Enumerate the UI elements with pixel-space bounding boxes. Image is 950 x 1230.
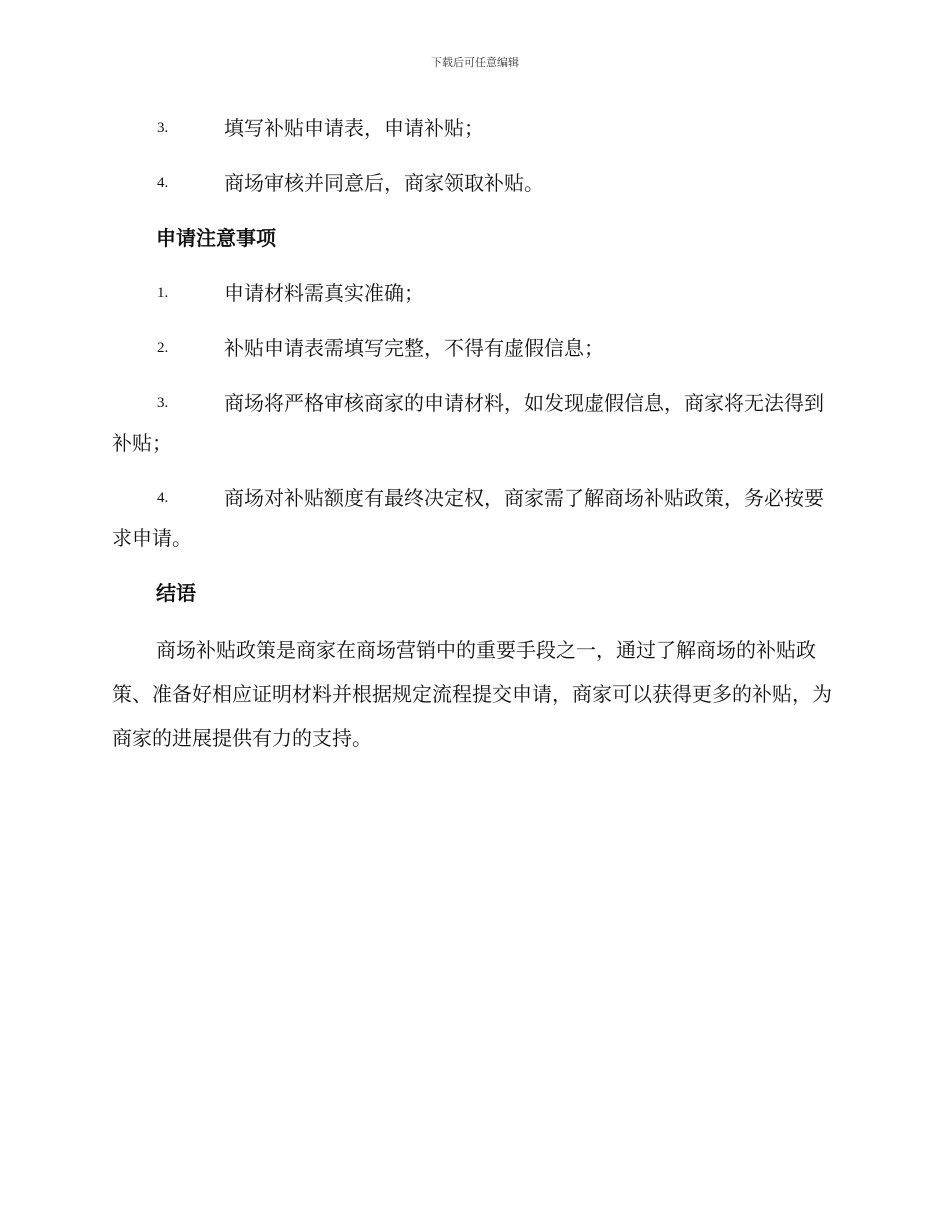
notice-text: 商场对补贴额度有最终决定权，商家需了解商场补贴政策，务必按要求申请。: [112, 486, 824, 550]
notice-item: [112, 383, 836, 463]
notice-item: [112, 478, 836, 558]
conclusion-paragraph: 商场补贴政策是商家在商场营销中的重要手段之一，通过了解商场的补贴政策、准备好相应证明材料并根据规定流程提交申请，商家可以获得更多的补贴，为商家的进展提供有力的支持。: [112, 638, 832, 750]
notice-text: 申请材料需真实准确；: [224, 281, 424, 305]
step-text: 商场审核并同意后，商家领取补贴。: [224, 171, 544, 195]
section-heading-conclusion: 结语: [156, 581, 196, 605]
notice-text: 补贴申请表需填写完整，不得有虚假信息；: [224, 336, 604, 360]
section-heading-notice: 申请注意事项: [156, 226, 276, 250]
step-item: [112, 163, 836, 203]
header-note: 下载后可任意编辑: [431, 56, 519, 69]
step-item: [112, 108, 836, 148]
notice-number: 2.: [157, 340, 169, 356]
notice-text: 商场将严格审核商家的申请材料，如发现虚假信息，商家将无法得到补贴；: [112, 391, 824, 455]
step-number: 4.: [157, 175, 169, 191]
document-body: [112, 108, 836, 760]
notice-item: [112, 328, 836, 368]
step-text: 填写补贴申请表，申请补贴；: [224, 116, 484, 140]
notice-number: 3.: [157, 395, 169, 411]
step-number: 3.: [157, 120, 169, 136]
notice-item: [112, 273, 836, 313]
notice-number: 1.: [157, 285, 169, 301]
notice-number: 4.: [157, 490, 169, 506]
